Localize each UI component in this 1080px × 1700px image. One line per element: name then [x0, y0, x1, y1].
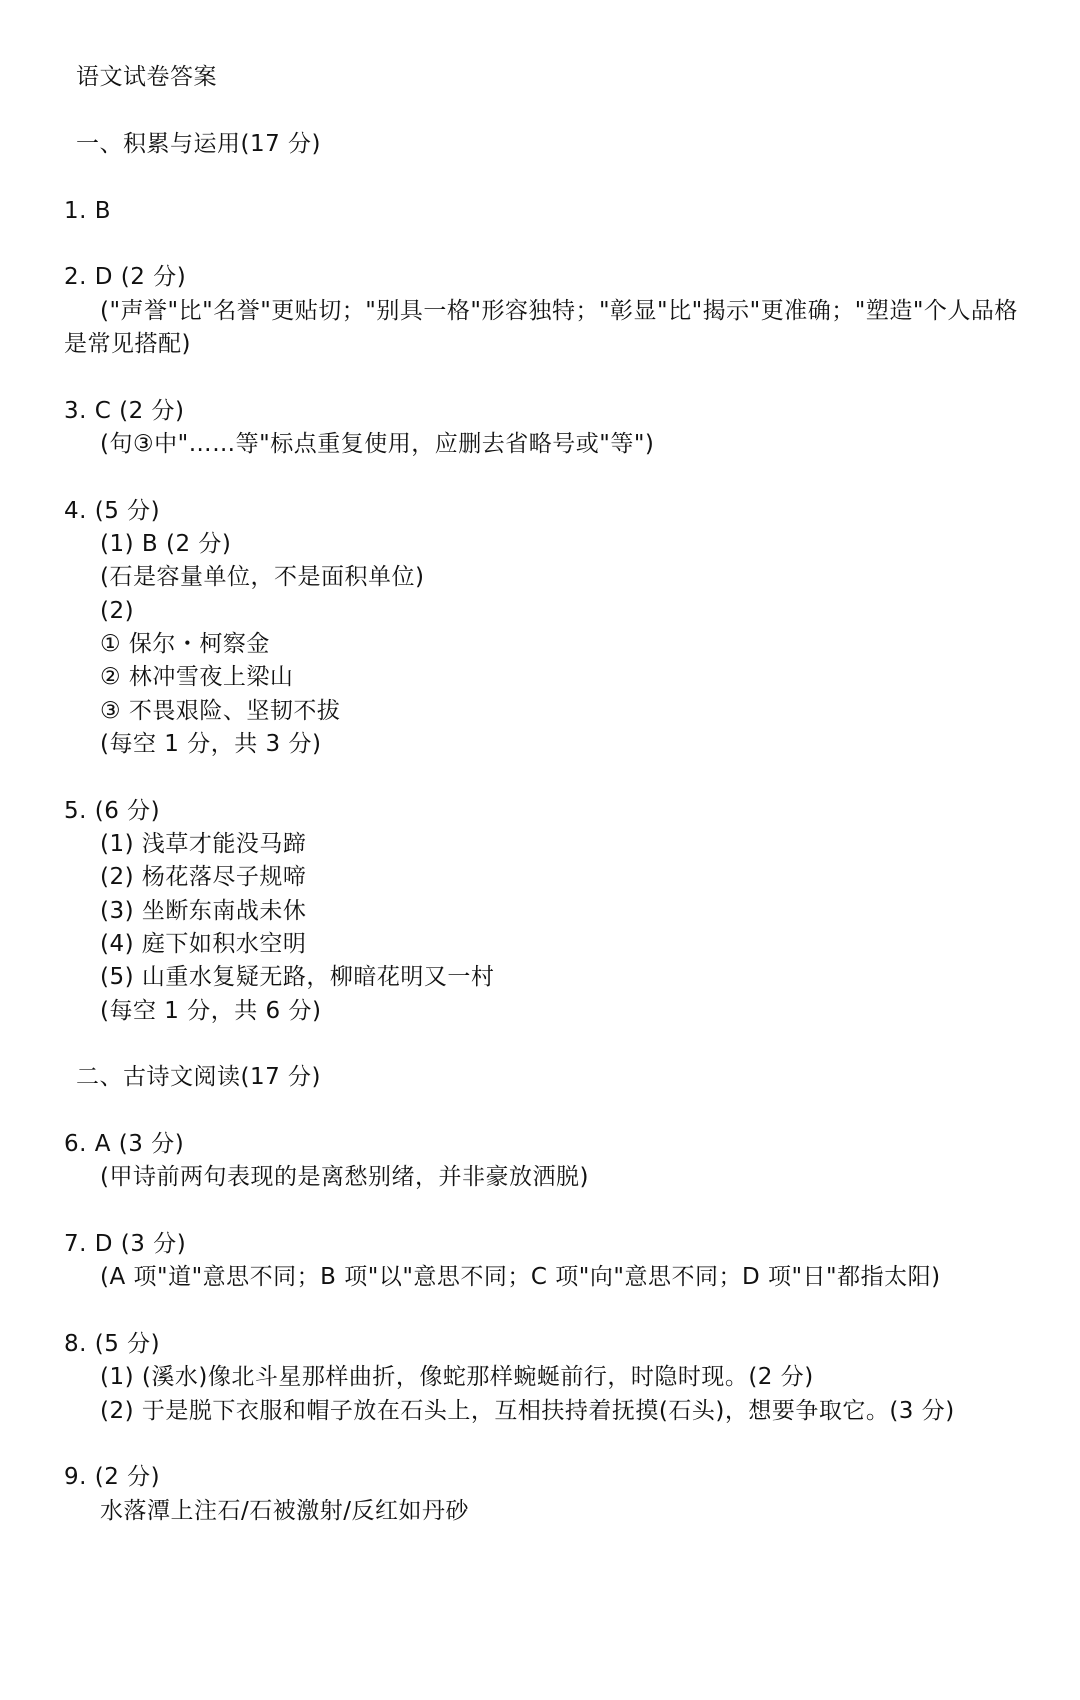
- question-5-line-5: (5) 山重水复疑无路，柳暗花明又一村: [100, 964, 495, 990]
- question-1-answer: 1. B: [64, 198, 112, 224]
- question-7-explanation: (A 项"道"意思不同；B 项"以"意思不同；C 项"向"意思不同；D 项"日"都指太阳): [100, 1264, 941, 1290]
- question-5-line-4: (4) 庭下如积水空明: [100, 931, 307, 957]
- question-2-answer: 2. D (2 分): [64, 264, 187, 290]
- question-9-answer-text: 水落潭上注石/石被激射/反红如丹砂: [100, 1498, 469, 1524]
- question-4-blank-3: ③ 不畏艰险、坚韧不拔: [100, 698, 341, 724]
- question-5-scoring-note: (每空 1 分，共 6 分): [100, 998, 322, 1024]
- question-3-answer: 3. C (2 分): [64, 398, 185, 424]
- question-8-answer: 8. (5 分): [64, 1331, 161, 1357]
- section-heading-1: 一、积累与运用(17 分): [76, 131, 322, 157]
- question-8-translation-2: (2) 于是脱下衣服和帽子放在石头上，互相扶持着抚摸(石头)，想要争取它。(3 分): [100, 1398, 955, 1424]
- question-4-blank-1: ① 保尔・柯察金: [100, 631, 270, 657]
- question-3-explanation: (句③中"……等"标点重复使用，应删去省略号或"等"): [100, 431, 655, 457]
- question-5-answer: 5. (6 分): [64, 798, 161, 824]
- question-2-explanation-continued: 是常见搭配): [64, 331, 191, 357]
- section-heading-2: 二、古诗文阅读(17 分): [76, 1064, 322, 1090]
- question-5-line-3: (3) 坐断东南战未休: [100, 898, 307, 924]
- question-6-explanation: (甲诗前两句表现的是离愁别绪，并非豪放洒脱): [100, 1164, 589, 1190]
- question-2-explanation: ("声誉"比"名誉"更贴切；"别具一格"形容独特；"彰显"比"揭示"更准确；"塑造"个人品格: [100, 298, 1018, 324]
- document-title: 语文试卷答案: [76, 64, 217, 90]
- question-4-scoring-note: (每空 1 分，共 3 分): [100, 731, 322, 757]
- question-4-part-1: (1) B (2 分): [100, 531, 232, 557]
- question-4-blank-2: ② 林冲雪夜上梁山: [100, 664, 294, 690]
- question-4-part-2: (2): [100, 598, 135, 624]
- question-5-line-2: (2) 杨花落尽子规啼: [100, 864, 307, 890]
- question-5-line-1: (1) 浅草才能没马蹄: [100, 831, 307, 857]
- question-9-answer: 9. (2 分): [64, 1464, 161, 1490]
- question-6-answer: 6. A (3 分): [64, 1131, 185, 1157]
- question-4-part-1-explanation: (石是容量单位，不是面积单位): [100, 564, 425, 590]
- question-7-answer: 7. D (3 分): [64, 1231, 187, 1257]
- question-8-translation-1: (1) (溪水)像北斗星那样曲折，像蛇那样蜿蜒前行，时隐时现。(2 分): [100, 1364, 814, 1390]
- question-4-answer: 4. (5 分): [64, 498, 161, 524]
